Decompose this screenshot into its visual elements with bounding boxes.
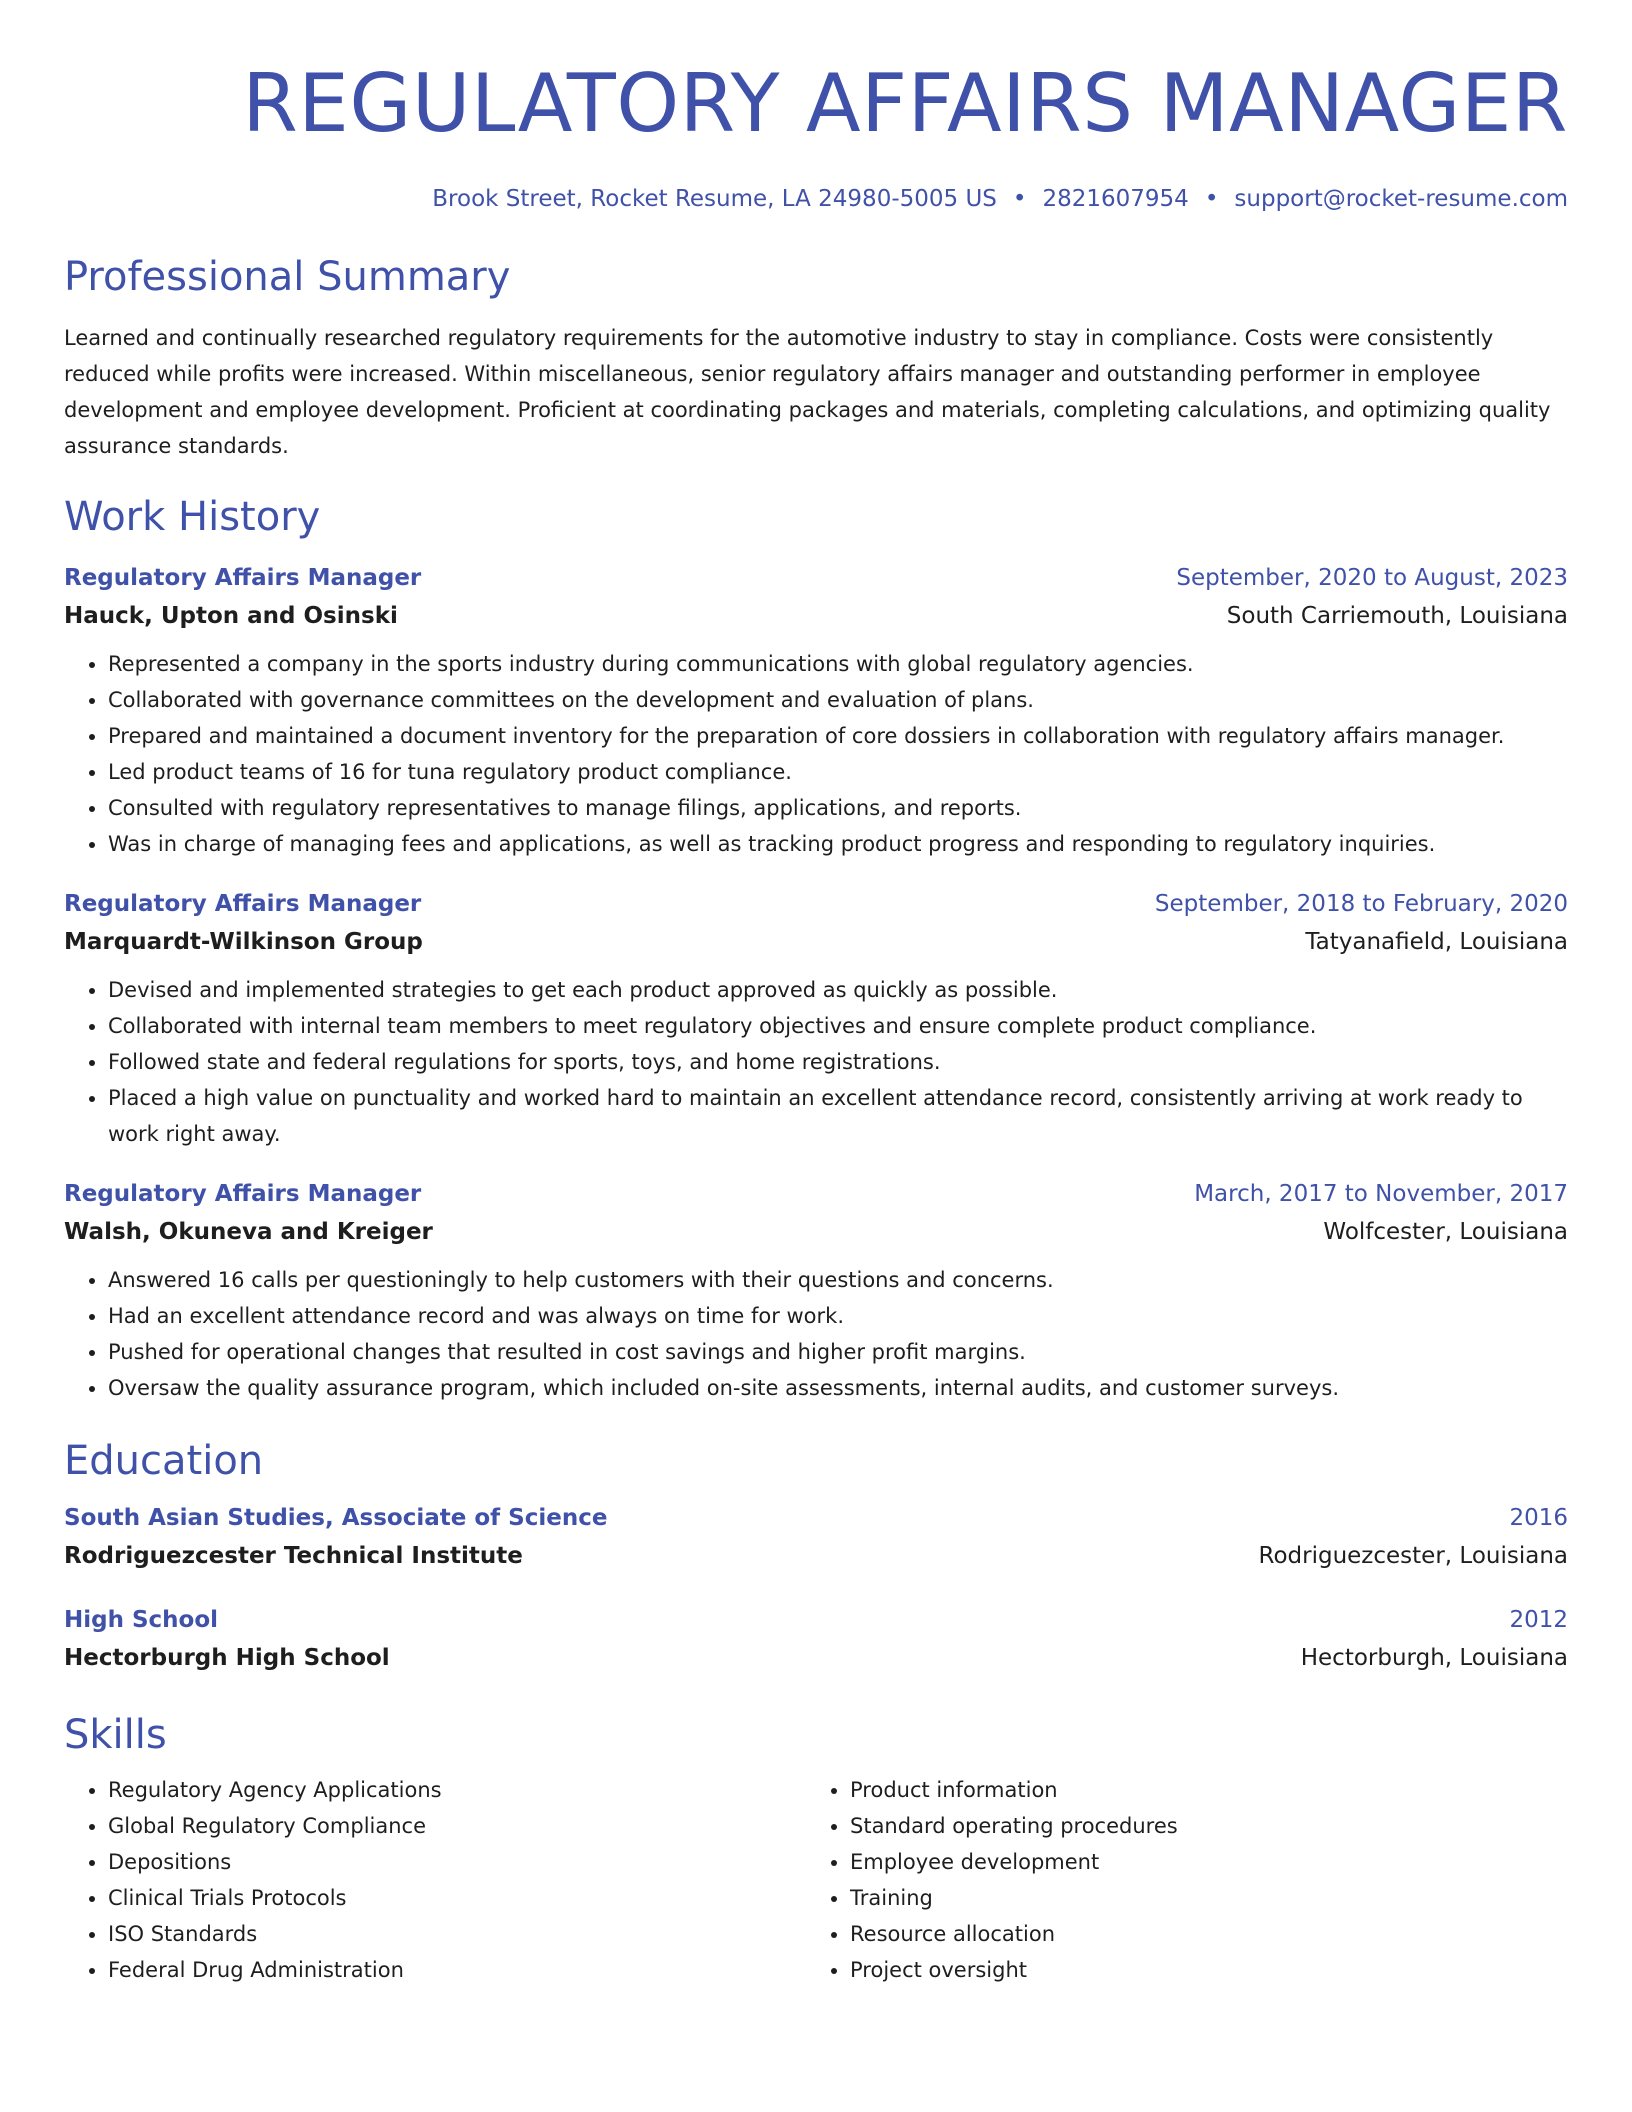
contact-phone: 2821607954 bbox=[1042, 186, 1189, 212]
education-degree: South Asian Studies, Associate of Science bbox=[64, 1505, 608, 1531]
summary-heading: Professional Summary bbox=[64, 254, 511, 300]
list-item: • Standard operating procedures bbox=[850, 1808, 1548, 1844]
list-item: • Pushed for operational changes that resulted in cost savings and higher profit margins. bbox=[108, 1334, 1568, 1370]
education-year: 2012 bbox=[1509, 1607, 1568, 1633]
job-location: South Carriemouth, Louisiana bbox=[1226, 603, 1568, 629]
list-item: • Prepared and maintained a document inventory for the preparation of core dossiers in collaboration with regulatory affairs manager. bbox=[108, 718, 1568, 754]
candidate-title: REGULATORY AFFAIRS MANAGER bbox=[242, 57, 1568, 150]
job-location: Tatyanafield, Louisiana bbox=[1305, 929, 1568, 955]
list-item: • Oversaw the quality assurance program, which included on-site assessments, internal audits, and customer surveys. bbox=[108, 1370, 1568, 1406]
education-location: Rodriguezcester, Louisiana bbox=[1258, 1543, 1568, 1569]
education-entry bbox=[64, 1500, 1568, 1576]
list-item: • Clinical Trials Protocols bbox=[108, 1880, 806, 1916]
list-item: • Was in charge of managing fees and applications, as well as tracking product progress and responding to regulatory inquiries. bbox=[108, 826, 1568, 862]
skills-grid bbox=[64, 1772, 1568, 1988]
job-dates: March, 2017 to November, 2017 bbox=[1194, 1181, 1568, 1207]
list-item: • Collaborated with governance committees on the development and evaluation of plans. bbox=[108, 682, 1568, 718]
list-item: • Answered 16 calls per questioningly to help customers with their questions and concerns. bbox=[108, 1262, 1568, 1298]
list-item: • Federal Drug Administration bbox=[108, 1952, 806, 1988]
job-company: Walsh, Okuneva and Kreiger bbox=[64, 1219, 433, 1245]
education-entry bbox=[64, 1602, 1568, 1678]
skills-list bbox=[64, 1772, 806, 1988]
job-bullets bbox=[64, 1262, 1568, 1406]
skills-column-left bbox=[64, 1772, 806, 1988]
list-item: • Global Regulatory Compliance bbox=[108, 1808, 806, 1844]
job-company: Hauck, Upton and Osinski bbox=[64, 603, 398, 629]
job-role: Regulatory Affairs Manager bbox=[64, 891, 422, 917]
job-dates: September, 2020 to August, 2023 bbox=[1176, 565, 1568, 591]
contact-line bbox=[64, 184, 1568, 214]
summary-text: Learned and continually researched regulatory requirements for the automotive industry to stay in compliance. Costs were consistently reduced while profits were increased. Within miscellaneous, senior regulatory affairs manager and outstanding performer in employee development and employee development. Proficient at coordinating packages and materials, completing calculations, and optimizing quality assurance standards. bbox=[64, 326, 1551, 458]
job-company: Marquardt-Wilkinson Group bbox=[64, 929, 423, 955]
job-bullets bbox=[64, 646, 1568, 862]
contact-email: support@rocket-resume.com bbox=[1234, 186, 1568, 212]
education-degree: High School bbox=[64, 1607, 219, 1633]
list-item: • Consulted with regulatory representatives to manage filings, applications, and reports. bbox=[108, 790, 1568, 826]
job-bullets bbox=[64, 972, 1568, 1152]
list-item: • Had an excellent attendance record and was always on time for work. bbox=[108, 1298, 1568, 1334]
list-item: • Regulatory Agency Applications bbox=[108, 1772, 806, 1808]
job-entry bbox=[64, 560, 1568, 862]
contact-separator: • bbox=[1012, 186, 1027, 212]
contact-address: Brook Street, Rocket Resume, LA 24980-5005 US bbox=[432, 186, 997, 212]
list-item: • Product information bbox=[850, 1772, 1548, 1808]
contact-separator: • bbox=[1204, 186, 1219, 212]
education-year: 2016 bbox=[1509, 1505, 1568, 1531]
list-item: • Employee development bbox=[850, 1844, 1548, 1880]
list-item: • ISO Standards bbox=[108, 1916, 806, 1952]
list-item: • Collaborated with internal team members to meet regulatory objectives and ensure complete product compliance. bbox=[108, 1008, 1568, 1044]
list-item: • Devised and implemented strategies to get each product approved as quickly as possible. bbox=[108, 972, 1568, 1008]
list-item: • Followed state and federal regulations for sports, toys, and home registrations. bbox=[108, 1044, 1568, 1080]
skills-heading: Skills bbox=[64, 1712, 167, 1758]
resume-header bbox=[64, 0, 1568, 214]
education-school: Rodriguezcester Technical Institute bbox=[64, 1543, 523, 1569]
job-dates: September, 2018 to February, 2020 bbox=[1154, 891, 1568, 917]
job-role: Regulatory Affairs Manager bbox=[64, 1181, 422, 1207]
list-item: • Depositions bbox=[108, 1844, 806, 1880]
list-item: • Project oversight bbox=[850, 1952, 1548, 1988]
education-school: Hectorburgh High School bbox=[64, 1645, 390, 1671]
job-entry bbox=[64, 886, 1568, 1152]
education-heading: Education bbox=[64, 1438, 264, 1484]
job-entry bbox=[64, 1176, 1568, 1406]
education-location: Hectorburgh, Louisiana bbox=[1300, 1645, 1568, 1671]
skills-list bbox=[806, 1772, 1548, 1988]
list-item: • Led product teams of 16 for tuna regulatory product compliance. bbox=[108, 754, 1568, 790]
work-history-heading: Work History bbox=[64, 494, 321, 540]
job-location: Wolfcester, Louisiana bbox=[1323, 1219, 1568, 1245]
list-item: • Represented a company in the sports industry during communications with global regulatory agencies. bbox=[108, 646, 1568, 682]
list-item: • Resource allocation bbox=[850, 1916, 1548, 1952]
skills-column-right bbox=[806, 1772, 1548, 1988]
list-item: • Placed a high value on punctuality and worked hard to maintain an excellent attendance record, consistently arriving at work ready to work right away. bbox=[108, 1080, 1568, 1152]
job-role: Regulatory Affairs Manager bbox=[64, 565, 422, 591]
list-item: • Training bbox=[850, 1880, 1548, 1916]
